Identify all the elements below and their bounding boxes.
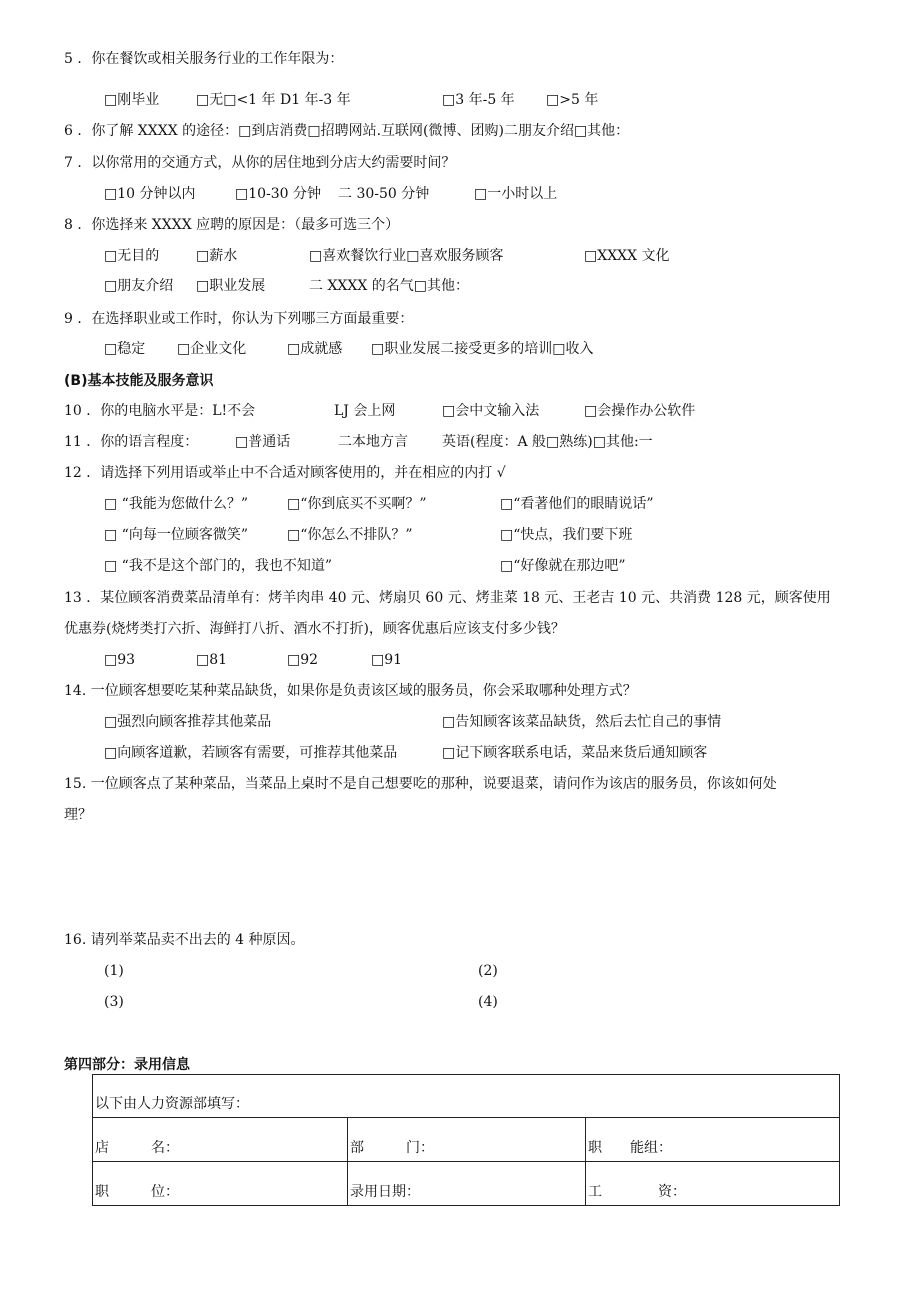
- part4-title: 第四部分：录用信息: [64, 1057, 190, 1073]
- q13-text-line1: 13 ．某位顾客消费菜品清单有：烤羊肉串 40 元、烤扇贝 60 元、烤韭菜 18 元、王老吉 10 元、共消费 128 元，顾客使用: [64, 590, 831, 606]
- q14-option-1[interactable]: □强烈向顾客推荐其他菜品: [104, 714, 272, 730]
- q5-text: 5 ．你在餐饮或相关服务行业的工作年限为：: [64, 51, 344, 67]
- q14-text: 14. 一位顾客想要吃某种菜品缺货，如果你是负责该区域的服务员，你会采取哪种处理方式？: [64, 683, 637, 699]
- q11-option-2[interactable]: 二本地方言: [338, 434, 408, 450]
- q7-option-2[interactable]: □10-30 分钟: [235, 186, 322, 202]
- q8-option-4[interactable]: □XXXX 文化: [584, 248, 670, 264]
- q14-option-2[interactable]: □告知顾客该菜品缺货，然后去忙自己的事情: [442, 714, 722, 730]
- q11-text: 11 ．你的语言程度：: [64, 434, 199, 450]
- q15-text-line1: 15. 一位顾客点了某种菜品，当菜品上桌时不是自己想要吃的那种，说要退菜，请问作为该店的服务员，你该如何处: [64, 776, 777, 792]
- q16-item-4: (4): [478, 994, 498, 1010]
- function-group-label: 职 能组：: [588, 1140, 672, 1156]
- q5-option-4[interactable]: □>5 年: [546, 92, 599, 108]
- q13-option-3[interactable]: □92: [287, 652, 319, 668]
- q16-item-2: (2): [478, 963, 498, 979]
- q16-item-1: (1): [104, 963, 124, 979]
- hiring-info-table: [92, 1074, 840, 1206]
- position-field[interactable]: [93, 1162, 348, 1206]
- q10-option-3[interactable]: □会中文输入法: [442, 403, 540, 419]
- q15-text-line2: 理？: [64, 807, 92, 823]
- q13-option-4[interactable]: □91: [371, 652, 403, 668]
- q8-option-5[interactable]: □朋友介绍: [104, 278, 174, 294]
- q12-option-4[interactable]: □ “向每一位顾客微笑”: [104, 527, 248, 543]
- q8-option-6[interactable]: □职业发展: [196, 278, 266, 294]
- q13-option-2[interactable]: □81: [196, 652, 228, 668]
- q8-option-3[interactable]: □喜欢餐饮行业□喜欢服务顾客: [309, 248, 504, 264]
- salary-field[interactable]: [586, 1162, 840, 1206]
- q11-option-3[interactable]: 英语(程度：A 般□熟练)□其他:一: [442, 434, 653, 450]
- q14-option-4[interactable]: □记下顾客联系电话，菜品来货后通知顾客: [442, 745, 708, 761]
- q7-option-1[interactable]: □10 分钟以内: [104, 186, 196, 202]
- q8-option-7[interactable]: 二 XXXX 的名气□其他：: [309, 278, 469, 294]
- hr-note: 以下由人力资源部填写：: [95, 1096, 249, 1112]
- q7-option-4[interactable]: □一小时以上: [474, 186, 558, 202]
- function-group-field[interactable]: [586, 1118, 840, 1162]
- hire-date-label: 录用日期：: [350, 1184, 420, 1200]
- q9-option-4[interactable]: □职业发展二接受更多的培训□收入: [371, 341, 594, 357]
- hire-date-field[interactable]: [348, 1162, 586, 1206]
- q5-option-1[interactable]: □刚毕业: [104, 92, 160, 108]
- position-label: 职 位：: [95, 1184, 179, 1200]
- q9-option-2[interactable]: □企业文化: [177, 341, 247, 357]
- q16-item-3: (3): [104, 994, 124, 1010]
- q10-option-2[interactable]: LJ 会上网: [334, 403, 396, 419]
- hr-note-cell: [93, 1075, 840, 1118]
- q9-text: 9 ．在选择职业或工作时，你认为下列哪三方面最重要：: [64, 311, 414, 327]
- q10-option-4[interactable]: □会操作办公软件: [584, 403, 696, 419]
- q10-text: 10 ．你的电脑水平是：L!不会: [64, 403, 256, 419]
- q12-text: 12 ．请选择下列用语或举止中不合适对顾客使用的，并在相应的内打 √: [64, 465, 506, 481]
- q12-option-7[interactable]: □ “我不是这个部门的，我也不知道”: [104, 558, 332, 574]
- q8-option-2[interactable]: □薪水: [196, 248, 238, 264]
- q6-text: 6 ．你了解 XXXX 的途径：□到店消费□招聘网站.互联网(微博、团购)二朋友介绍□其他：: [64, 123, 630, 139]
- q14-option-3[interactable]: □向顾客道歉，若顾客有需要，可推荐其他菜品: [104, 745, 398, 761]
- q12-option-6[interactable]: □“快点，我们要下班: [500, 527, 633, 543]
- q7-option-3[interactable]: 二 30-50 分钟: [338, 186, 430, 202]
- salary-label: 工 资：: [588, 1184, 686, 1200]
- q12-option-3[interactable]: □“看著他们的眼睛说话”: [500, 496, 654, 512]
- q7-text: 7 ．以你常用的交通方式，从你的居住地到分店大约需要时间？: [64, 155, 456, 171]
- q9-option-1[interactable]: □稳定: [104, 341, 146, 357]
- department-field[interactable]: [348, 1118, 586, 1162]
- department-label: 部 门：: [350, 1140, 434, 1156]
- q5-option-2[interactable]: □无□<1 年 D1 年-3 年: [196, 92, 351, 108]
- q12-option-5[interactable]: □“你怎么不排队？”: [287, 527, 413, 543]
- q8-text: 8 ．你选择来 XXXX 应聘的原因是：（最多可选三个）: [64, 217, 400, 233]
- q9-option-3[interactable]: □成就感: [287, 341, 343, 357]
- store-name-label: 店 名：: [95, 1140, 179, 1156]
- q12-option-8[interactable]: □“好像就在那边吧”: [500, 558, 626, 574]
- section-b-heading: (B)基本技能及服务意识: [64, 373, 214, 389]
- q16-text: 16. 请列举菜品卖不出去的 4 种原因。: [64, 932, 305, 948]
- q8-option-1[interactable]: □无目的: [104, 248, 160, 264]
- q11-option-1[interactable]: □普通话: [235, 434, 291, 450]
- q5-option-3[interactable]: □3 年-5 年: [442, 92, 515, 108]
- q12-option-2[interactable]: □“你到底买不买啊？”: [287, 496, 427, 512]
- q12-option-1[interactable]: □ “我能为您做什么？”: [104, 496, 248, 512]
- store-name-field[interactable]: [93, 1118, 348, 1162]
- q13-option-1[interactable]: □93: [104, 652, 136, 668]
- q13-text-line2: 优惠券(烧烤类打六折、海鲜打八折、酒水不打折)，顾客优惠后应该支付多少钱？: [64, 621, 565, 637]
